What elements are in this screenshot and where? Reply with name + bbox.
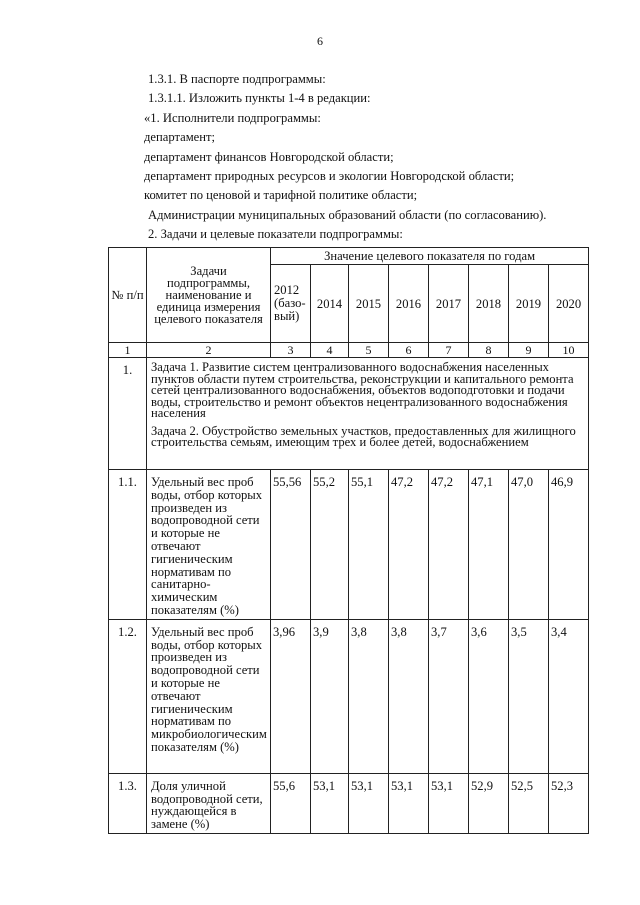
index-cell: 8 — [469, 343, 509, 358]
value-cell: 55,56 — [271, 470, 311, 620]
value-cell: 55,6 — [271, 773, 311, 833]
value-cell: 53,1 — [349, 773, 389, 833]
index-cell: 10 — [549, 343, 589, 358]
task-description — [147, 358, 589, 470]
intro-line: Администрации муниципальных образований области (по согласованию). — [148, 207, 547, 222]
indicator-name: Удельный вес проб воды, отбор которых произведен из водопроводной сети и которые не отвечают гигиеническим нормативам по санитарно-химическим показателям (%) — [147, 470, 271, 620]
value-cell: 47,0 — [509, 470, 549, 620]
year-cell: 2012 (базо-вый) — [271, 265, 311, 343]
indicator-name: Доля уличной водопроводной сети, нуждающейся в замене (%) — [147, 773, 271, 833]
intro-line: комитет по ценовой и тарифной политике области; — [144, 188, 418, 203]
indicator-name: Удельный вес проб воды, отбор которых произведен из водопроводной сети и которые не отвечают гигиеническим нормативам по микробиологическим показателям (%) — [147, 619, 271, 773]
year-cell: 2020 — [549, 265, 589, 343]
value-cell: 47,1 — [469, 470, 509, 620]
targets-table — [108, 247, 589, 834]
value-cell: 55,1 — [349, 470, 389, 620]
page-number: 6 — [317, 34, 323, 48]
value-cell: 53,1 — [389, 773, 429, 833]
value-cell: 55,2 — [311, 470, 349, 620]
header-num: № п/п — [109, 248, 147, 343]
value-cell: 3,96 — [271, 619, 311, 773]
value-cell: 3,8 — [389, 619, 429, 773]
indicator-row — [109, 470, 589, 620]
indicator-row — [109, 619, 589, 773]
value-cell: 47,2 — [389, 470, 429, 620]
index-cell: 3 — [271, 343, 311, 358]
intro-line: «1. Исполнители подпрограммы: — [144, 110, 321, 125]
year-cell: 2016 — [389, 265, 429, 343]
value-cell: 3,7 — [429, 619, 469, 773]
value-cell: 52,9 — [469, 773, 509, 833]
intro-text — [144, 70, 618, 245]
year-cell: 2018 — [469, 265, 509, 343]
task-row-num: 1. — [109, 358, 147, 470]
value-cell: 52,5 — [509, 773, 549, 833]
index-cell: 2 — [147, 343, 271, 358]
index-cell: 6 — [389, 343, 429, 358]
value-cell: 3,6 — [469, 619, 509, 773]
year-cell: 2015 — [349, 265, 389, 343]
intro-line: департамент природных ресурсов и экологии Новгородской области; — [144, 169, 515, 184]
intro-line: 2. Задачи и целевые показатели подпрограммы: — [148, 227, 403, 242]
header-task: Задачи подпрограммы, наименование и единица измерения целевого показателя — [147, 248, 271, 343]
indicator-num: 1.2. — [109, 619, 147, 773]
value-cell: 47,2 — [429, 470, 469, 620]
index-cell: 4 — [311, 343, 349, 358]
intro-line: 1.3.1.1. Изложить пункты 1-4 в редакции: — [148, 91, 371, 106]
index-cell: 1 — [109, 343, 147, 358]
year-cell: 2017 — [429, 265, 469, 343]
task-1: Задача 1. Развитие систем централизованного водоснабжения населенных пунктов области путем строительства, реконструкции и капитального ремонта сетей централизованного водоснабжения, объектов водоподготовки и подачи воды, строительство и ремонт объектов нецентрализованного водоснабжения населения — [151, 360, 574, 420]
value-cell: 3,4 — [549, 619, 589, 773]
indicator-num: 1.1. — [109, 470, 147, 620]
index-cell: 9 — [509, 343, 549, 358]
task-2: Задача 2. Обустройство земельных участков, предоставленных для жилищного строительства семьям, имеющим трех и более детей, водоснабжением — [151, 423, 576, 449]
value-cell: 53,1 — [311, 773, 349, 833]
value-cell: 46,9 — [549, 470, 589, 620]
year-cell: 2019 — [509, 265, 549, 343]
indicator-row — [109, 773, 589, 833]
value-cell: 3,5 — [509, 619, 549, 773]
intro-line: департамент; — [144, 130, 216, 145]
task-row — [109, 358, 589, 470]
header-values: Значение целевого показателя по годам — [271, 248, 589, 265]
header-row — [109, 248, 589, 265]
value-cell: 3,8 — [349, 619, 389, 773]
value-cell: 3,9 — [311, 619, 349, 773]
index-cell: 5 — [349, 343, 389, 358]
intro-line: 1.3.1. В паспорте подпрограммы: — [148, 72, 326, 86]
indicator-num: 1.3. — [109, 773, 147, 833]
intro-line: департамент финансов Новгородской области; — [144, 149, 394, 164]
value-cell: 52,3 — [549, 773, 589, 833]
year-cell: 2014 — [311, 265, 349, 343]
index-cell: 7 — [429, 343, 469, 358]
index-row — [109, 343, 589, 358]
value-cell: 53,1 — [429, 773, 469, 833]
